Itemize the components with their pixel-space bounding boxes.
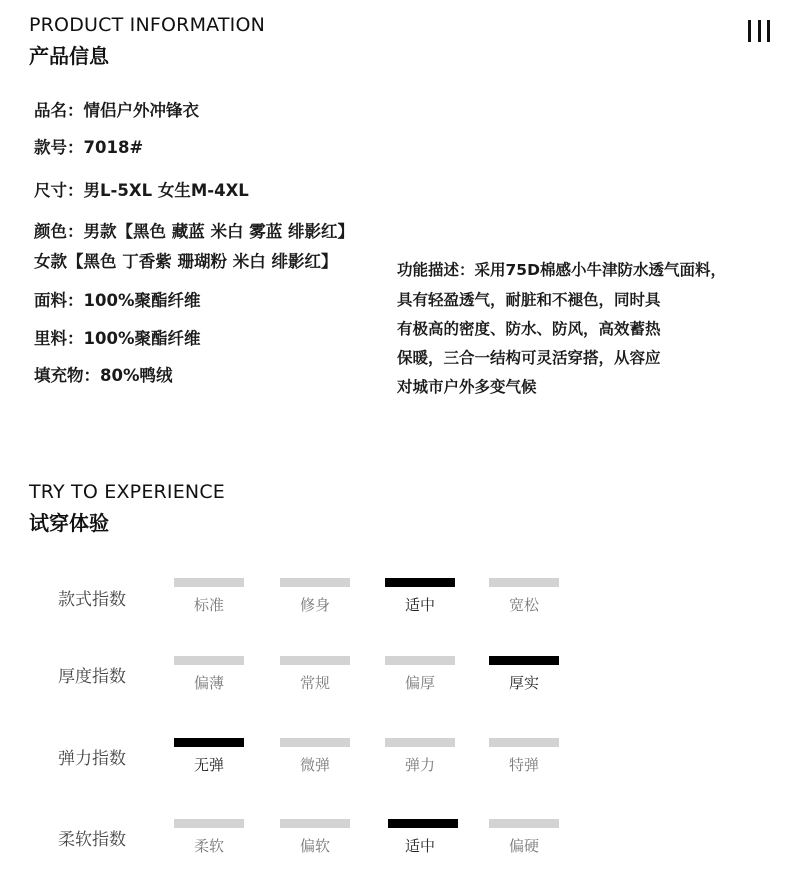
spec-value: 男款【黑色 藏蓝 米白 雾蓝 绯影红】 [83,222,354,241]
index-option: 无弹 [193,756,224,774]
index-bar [280,578,350,587]
spec-value: 100%聚酯纤维 [83,329,201,348]
index-bar [280,656,350,665]
index-bar [489,738,559,747]
spec-item-name [34,97,199,121]
index-bar [385,738,455,747]
index-label: 款式指数 [58,590,126,610]
spec-label: 里料： [34,329,84,348]
index-bar-selected [385,578,455,587]
spec-item-size [34,177,249,201]
index-option: 标准 [193,596,224,614]
index-option: 修身 [299,596,330,614]
index-bar [489,819,559,828]
spec-label: 颜色： [34,222,84,241]
index-option: 常规 [299,674,330,692]
index-bar-selected [174,738,244,747]
index-bar [174,578,244,587]
product-section-title-en: PRODUCT INFORMATION [29,14,266,36]
spec-value: 男L-5XL 女生M-4XL [83,181,249,200]
index-bar [174,819,244,828]
spec-value: 80%鸭绒 [100,366,173,385]
spec-item-lining [34,325,200,349]
index-bar [489,578,559,587]
index-bar [385,656,455,665]
spec-label: 品名： [34,101,84,120]
spec-value: 7018# [83,138,144,157]
feature-line: 有极高的密度、防水、防风，高效蓄热 [397,320,661,338]
index-bar [280,819,350,828]
index-option: 微弹 [299,756,330,774]
feature-line: 具有轻盈透气，耐脏和不褪色，同时具 [397,291,661,309]
index-option: 厚实 [508,674,539,692]
index-option: 偏厚 [404,674,435,692]
spec-item-style-number [34,134,143,158]
index-bar [174,656,244,665]
try-section-title-cn: 试穿体验 [29,511,109,535]
index-bar [280,738,350,747]
index-option: 偏软 [299,837,330,855]
index-label: 弹力指数 [58,749,126,769]
product-section-title-cn: 产品信息 [29,44,109,68]
index-option: 适中 [404,596,435,614]
index-option: 柔软 [193,837,224,855]
feature-line: 保暖，三合一结构可灵活穿搭，从容应 [397,349,661,367]
feature-line [397,258,726,280]
spec-value: 女款【黑色 丁香紫 珊瑚粉 米白 绯影红】 [34,252,338,271]
index-option: 适中 [404,837,435,855]
try-section-title-en: TRY TO EXPERIENCE [29,481,226,503]
feature-label: 功能描述： [397,261,475,279]
spec-label: 面料： [34,291,84,310]
index-label: 柔软指数 [58,830,126,850]
feature-line: 对城市户外多变气候 [397,378,537,396]
spec-value: 100%聚酯纤维 [83,291,201,310]
index-bar-selected [388,819,458,828]
spec-label: 尺寸： [34,181,84,200]
spec-value: 情侣户外冲锋衣 [83,101,199,120]
spec-item-fabric [34,287,200,311]
spec-label: 款号： [34,138,84,157]
index-option: 弹力 [404,756,435,774]
spec-item-color-men [34,218,354,242]
feature-text: 采用75D棉感小牛津防水透气面料， [474,261,726,279]
index-option: 偏硬 [508,837,539,855]
index-option: 特弹 [508,756,539,774]
menu-icon[interactable] [748,20,770,42]
spec-label: 填充物： [34,366,100,385]
spec-item-filling [34,362,173,386]
index-option: 宽松 [508,596,539,614]
spec-item-color-women [34,248,337,272]
index-bar-selected [489,656,559,665]
index-option: 偏薄 [193,674,224,692]
index-label: 厚度指数 [58,667,126,687]
